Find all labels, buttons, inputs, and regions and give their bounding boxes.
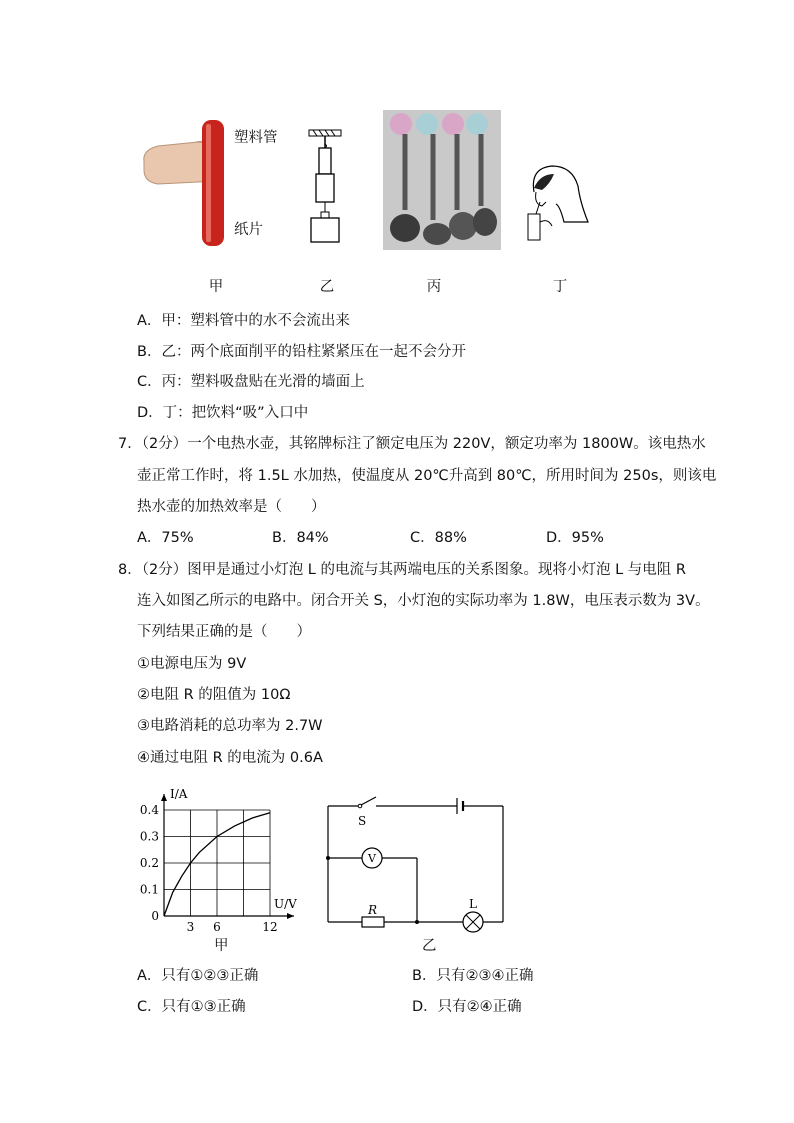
q8-statement-3: ③电路消耗的总功率为 2.7W [137, 718, 323, 734]
q7-option-b: B．84% [272, 530, 329, 546]
q7-stem-line-3: 热水壶的加热效率是（ ） [137, 499, 326, 515]
q8-option-c: C．只有①③正确 [137, 999, 246, 1015]
q7-stem-line-2: 壶正常工作时，将 1.5L 水加热，使温度从 20℃升高到 80℃，所用时间为 250s，则该电 [137, 468, 717, 484]
y-tick-label: 0.1 [139, 882, 159, 897]
q6-option-d: D．丁：把饮料“吸”入口中 [137, 405, 309, 421]
caption-yi: 乙 [319, 279, 335, 295]
chart-grid [164, 810, 270, 916]
y-tick-label: 0.3 [139, 829, 159, 844]
q8-option-d: D．只有②④正确 [412, 999, 522, 1015]
circuit-caption: 乙 [422, 938, 437, 954]
figure-ding-drinking-child [520, 162, 592, 246]
x-axis-label: U/V [274, 897, 297, 911]
circuit-diagram [320, 790, 520, 955]
q6-option-b: B．乙：两个底面削平的铅柱紧紧压在一起不会分开 [137, 344, 466, 360]
figure-yi-lead-cylinders [305, 126, 345, 246]
q8-statement-2: ②电阻 R 的阻值为 10Ω [137, 687, 291, 703]
resistor-label: R [368, 903, 378, 917]
q6-option-a: A．甲：塑料管中的水不会流出来 [137, 313, 350, 329]
q8-option-b: B．只有②③④正确 [412, 968, 534, 984]
graph-caption: 甲 [214, 938, 229, 954]
q8-stem-line-3: 下列结果正确的是（ ） [137, 624, 311, 640]
q7-option-d: D．95% [546, 530, 604, 546]
iu-graph [130, 782, 310, 954]
q7-stem-line-1: 7．（2分）一个电热水壶，其铭牌标注了额定电压为 220V，额定功率为 1800W。该电热水 [118, 436, 706, 452]
voltmeter-label: V [368, 852, 376, 865]
x-tick-label: 6 [213, 920, 221, 934]
y-tick-label: 0.2 [139, 856, 159, 870]
y-tick-label: 0.4 [139, 803, 159, 817]
iu-chart-svg [130, 782, 310, 954]
switch-label: S [358, 814, 367, 828]
caption-jia: 甲 [208, 279, 224, 295]
figure-jia-plastic-tube [140, 112, 290, 252]
lamp-label: L [469, 897, 477, 911]
x-axis-arrow [287, 913, 294, 919]
caption-ding: 丁 [552, 279, 568, 295]
x-tick-label: 3 [186, 920, 195, 934]
q7-option-a: A．75% [137, 530, 194, 546]
figure-bing-suction-hooks [383, 110, 501, 250]
q6-option-c: C．丙：塑料吸盘贴在光滑的墙面上 [137, 374, 365, 390]
q7-option-c: C．88% [410, 530, 467, 546]
q8-statement-4: ④通过电阻 R 的电流为 0.6A [137, 750, 323, 766]
q8-option-a: A．只有①②③正确 [137, 968, 259, 984]
q8-stem-line-2: 连入如图乙所示的电路中。闭合开关 S，小灯泡的实际功率为 1.8W，电压表示数为 3V。 [137, 593, 710, 609]
q8-statement-1: ①电源电压为 9V [137, 656, 247, 672]
paper-label: 纸片 [234, 222, 263, 238]
chart-ticks [140, 803, 278, 934]
y-tick-label: 0 [151, 909, 159, 923]
q8-stem-line-1: 8．（2分）图甲是通过小灯泡 L 的电流与其两端电压的关系图象。现将小灯泡 L 与电阻 R [118, 562, 686, 578]
y-axis-label: I/A [170, 787, 188, 801]
y-axis-arrow [161, 794, 167, 801]
x-tick-label: 12 [262, 920, 278, 934]
plastic-tube-label: 塑料管 [234, 130, 278, 146]
caption-bing: 丙 [426, 279, 442, 295]
